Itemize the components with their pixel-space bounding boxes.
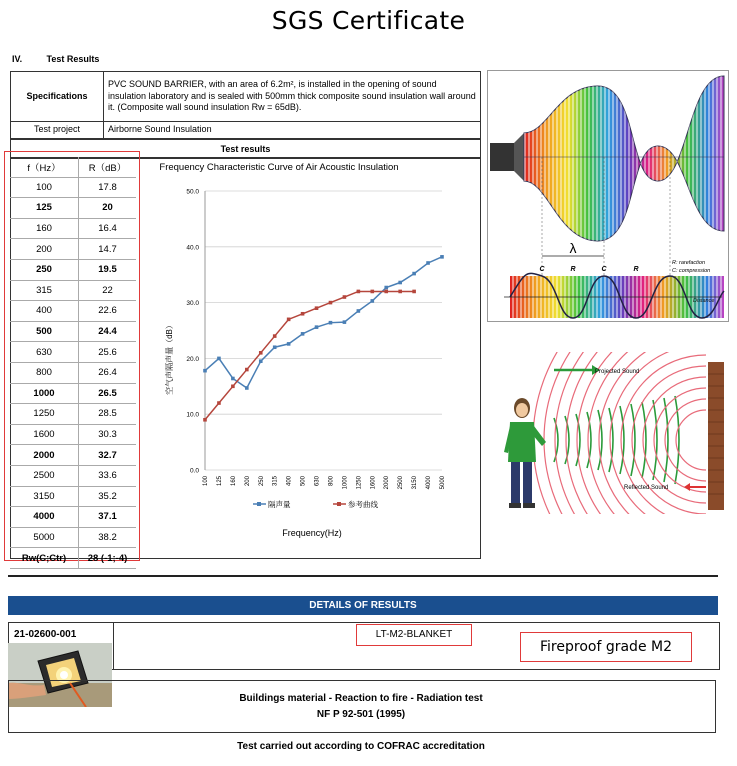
x-tick-label: 500	[300, 476, 307, 487]
db-cell: 32.7	[79, 445, 137, 466]
x-ticks	[203, 475, 446, 489]
db-cell: 33.6	[79, 465, 137, 486]
data-point	[273, 345, 277, 349]
data-point	[231, 385, 235, 389]
legend	[253, 499, 378, 509]
col-f-header: f（Hz）	[10, 157, 79, 177]
reflected-wave	[676, 410, 706, 470]
divider	[8, 575, 718, 577]
data-point	[329, 301, 333, 305]
rarefaction-label: R	[570, 266, 576, 273]
x-tick-label: 4000	[426, 476, 433, 490]
legend-series-1: 隔声量	[268, 500, 291, 509]
reflected-sound-label: Reflected Sound	[624, 485, 669, 491]
x-tick-label: 2500	[398, 476, 405, 490]
table-row	[10, 507, 136, 528]
x-tick-label: 400	[286, 476, 293, 487]
data-point	[329, 321, 333, 325]
table-row	[10, 259, 136, 280]
legend-compression: C: compression	[672, 268, 711, 274]
freq-cell: 400	[10, 301, 79, 322]
rw-row	[10, 548, 136, 569]
db-cell: 26.5	[79, 383, 137, 404]
x-tick-label: 1000	[342, 476, 349, 490]
x-tick-label: 2000	[384, 476, 391, 490]
x-axis-label: Frequency(Hz)	[282, 528, 342, 538]
db-cell: 22	[79, 280, 137, 301]
test-method-line2: NF P 92-501 (1995)	[316, 709, 406, 720]
data-point	[370, 299, 374, 303]
x-tick-label: 315	[272, 476, 279, 487]
data-point	[315, 325, 319, 329]
data-point	[259, 359, 263, 363]
freq-cell: 500	[10, 321, 79, 342]
project-value: Airborne Sound Insulation	[104, 122, 481, 139]
y-tick-label: 30.0	[186, 300, 199, 308]
x-tick-label: 5000	[440, 476, 446, 490]
test-method-line1: Buildings material - Reaction to fire - Radiation test	[239, 693, 483, 704]
table-row	[10, 404, 136, 425]
x-tick-label: 1250	[356, 476, 363, 490]
freq-cell: 1250	[10, 404, 79, 425]
freq-cell: 100	[10, 177, 79, 198]
data-point	[426, 261, 430, 265]
y-axis-label: 空气声隔声量（dB）	[165, 321, 174, 395]
data-point	[245, 368, 249, 372]
x-tick-label: 160	[230, 476, 237, 487]
data-point	[343, 320, 347, 324]
freq-cell: 800	[10, 362, 79, 383]
x-tick-label: 630	[314, 476, 321, 487]
compression-label-2: C	[601, 266, 607, 273]
data-point	[412, 290, 416, 294]
data-point	[217, 357, 221, 361]
y-tick-label: 40.0	[186, 244, 199, 252]
data-point	[245, 386, 249, 390]
x-tick-label: 1600	[370, 476, 377, 490]
db-cell: 28.5	[79, 404, 137, 425]
freq-cell: 2500	[10, 465, 79, 486]
y-ticks	[186, 189, 199, 475]
table-row	[10, 198, 136, 219]
data-point	[203, 418, 207, 422]
data-point	[273, 334, 277, 338]
data-point	[398, 290, 402, 294]
table-row	[10, 424, 136, 445]
db-cell: 24.4	[79, 321, 137, 342]
table-row	[10, 280, 136, 301]
section-number: IV.	[12, 54, 23, 64]
data-point	[301, 332, 305, 336]
result-code: 21-02600-001	[14, 629, 77, 640]
data-point	[357, 290, 361, 294]
freq-cell: 3150	[10, 486, 79, 507]
data-point	[231, 377, 235, 381]
accreditation-note: Test carried out according to COFRAC accreditation	[237, 741, 485, 752]
rarefaction-label-2: R	[633, 266, 639, 273]
table-row	[10, 239, 136, 260]
data-point	[315, 306, 319, 310]
rw-label: Rw(C;Ctr)	[10, 548, 79, 569]
table-row	[10, 383, 136, 404]
x-tick-label: 800	[328, 476, 335, 487]
spec-text: PVC SOUND BARRIER, with an area of 6.2m², is installed in the opening of sound insulation laboratory and is sealed with 500mm thick composite sound insulation wall around it. (Composite wall sound insulation Rw = 65dB).	[104, 72, 481, 122]
test-method-box	[8, 680, 716, 733]
series-line-2	[205, 291, 414, 419]
product-name: LT-M2-BLANKET	[356, 624, 472, 646]
projected-sound-label: Projected Sound	[595, 369, 640, 375]
x-tick-label: 200	[244, 476, 251, 487]
chart-grid	[205, 191, 442, 470]
wave-diagram	[487, 70, 729, 322]
table-row	[10, 177, 136, 198]
data-point	[217, 401, 221, 405]
col-r-header: R（dB）	[79, 157, 137, 177]
results-header: Test results	[10, 139, 481, 159]
x-tick-label: 100	[203, 476, 209, 487]
db-cell: 30.3	[79, 424, 137, 445]
reflected-wave	[665, 399, 706, 481]
data-point	[398, 281, 402, 285]
freq-cell: 1000	[10, 383, 79, 404]
db-cell: 25.6	[79, 342, 137, 363]
distance-label: Distance	[693, 298, 715, 304]
legend-series-2: 参考曲线	[348, 500, 378, 509]
chart-series	[203, 255, 444, 422]
project-label: Test project	[11, 122, 104, 139]
freq-cell: 5000	[10, 527, 79, 548]
insulation-chart	[150, 158, 480, 548]
freq-cell: 160	[10, 218, 79, 239]
fire-grade: Fireproof grade M2	[520, 632, 692, 662]
db-cell: 37.1	[79, 507, 137, 528]
data-point	[301, 312, 305, 316]
lambda-label: λ	[569, 240, 577, 256]
data-point	[384, 286, 388, 290]
details-banner: DETAILS OF RESULTS	[8, 596, 718, 615]
x-tick-label: 3150	[412, 476, 419, 490]
db-cell: 17.8	[79, 177, 137, 198]
reflected-wave	[654, 388, 706, 492]
rw-value: 28 (-1;-4)	[79, 548, 137, 569]
table-row	[10, 301, 136, 322]
section-label: Test Results	[46, 54, 100, 64]
legend-rarefaction: R: rarefaction	[672, 260, 706, 266]
data-point	[384, 290, 388, 294]
data-point	[203, 369, 207, 373]
freq-cell: 200	[10, 239, 79, 260]
db-cell: 19.5	[79, 259, 137, 280]
db-cell: 35.2	[79, 486, 137, 507]
sound-diagram	[494, 352, 726, 514]
data-point	[287, 318, 291, 322]
brick-wall	[708, 362, 724, 510]
data-point	[412, 272, 416, 276]
freq-cell: 1600	[10, 424, 79, 445]
speaker-icon	[490, 143, 514, 171]
data-point	[370, 290, 374, 294]
table-row	[10, 445, 136, 466]
chart-title: Frequency Characteristic Curve of Air Acoustic Insulation	[159, 162, 399, 173]
db-cell: 16.4	[79, 218, 137, 239]
x-tick-label: 125	[216, 476, 223, 487]
table-row	[10, 362, 136, 383]
db-cell: 26.4	[79, 362, 137, 383]
data-point	[440, 255, 444, 259]
speaker-cone-icon	[514, 133, 524, 181]
data-point	[287, 342, 291, 346]
db-cell: 22.6	[79, 301, 137, 322]
table-row	[10, 342, 136, 363]
page-title: SGS Certificate	[271, 6, 466, 35]
series-line-1	[205, 257, 442, 388]
freq-cell: 2000	[10, 445, 79, 466]
spec-table	[10, 71, 481, 139]
freq-cell: 630	[10, 342, 79, 363]
data-point	[343, 295, 347, 299]
db-cell: 20	[79, 198, 137, 219]
table-row	[10, 486, 136, 507]
table-row	[10, 321, 136, 342]
compression-label: C	[539, 266, 545, 273]
freq-cell: 4000	[10, 507, 79, 528]
freq-cell: 315	[10, 280, 79, 301]
data-point	[357, 309, 361, 313]
table-row	[10, 218, 136, 239]
person-figure	[504, 398, 546, 508]
spec-label: Specifications	[11, 72, 104, 122]
table-row	[10, 527, 136, 548]
db-cell: 38.2	[79, 527, 137, 548]
data-point	[259, 351, 263, 355]
y-tick-label: 20.0	[186, 355, 199, 363]
y-tick-label: 0.0	[189, 467, 199, 475]
section-heading	[12, 54, 99, 64]
freq-cell: 125	[10, 198, 79, 219]
frequency-table	[10, 157, 136, 569]
freq-cell: 250	[10, 259, 79, 280]
table-row	[10, 465, 136, 486]
x-tick-label: 250	[258, 476, 265, 487]
y-tick-label: 50.0	[186, 188, 199, 196]
db-cell: 14.7	[79, 239, 137, 260]
y-tick-label: 10.0	[186, 411, 199, 419]
